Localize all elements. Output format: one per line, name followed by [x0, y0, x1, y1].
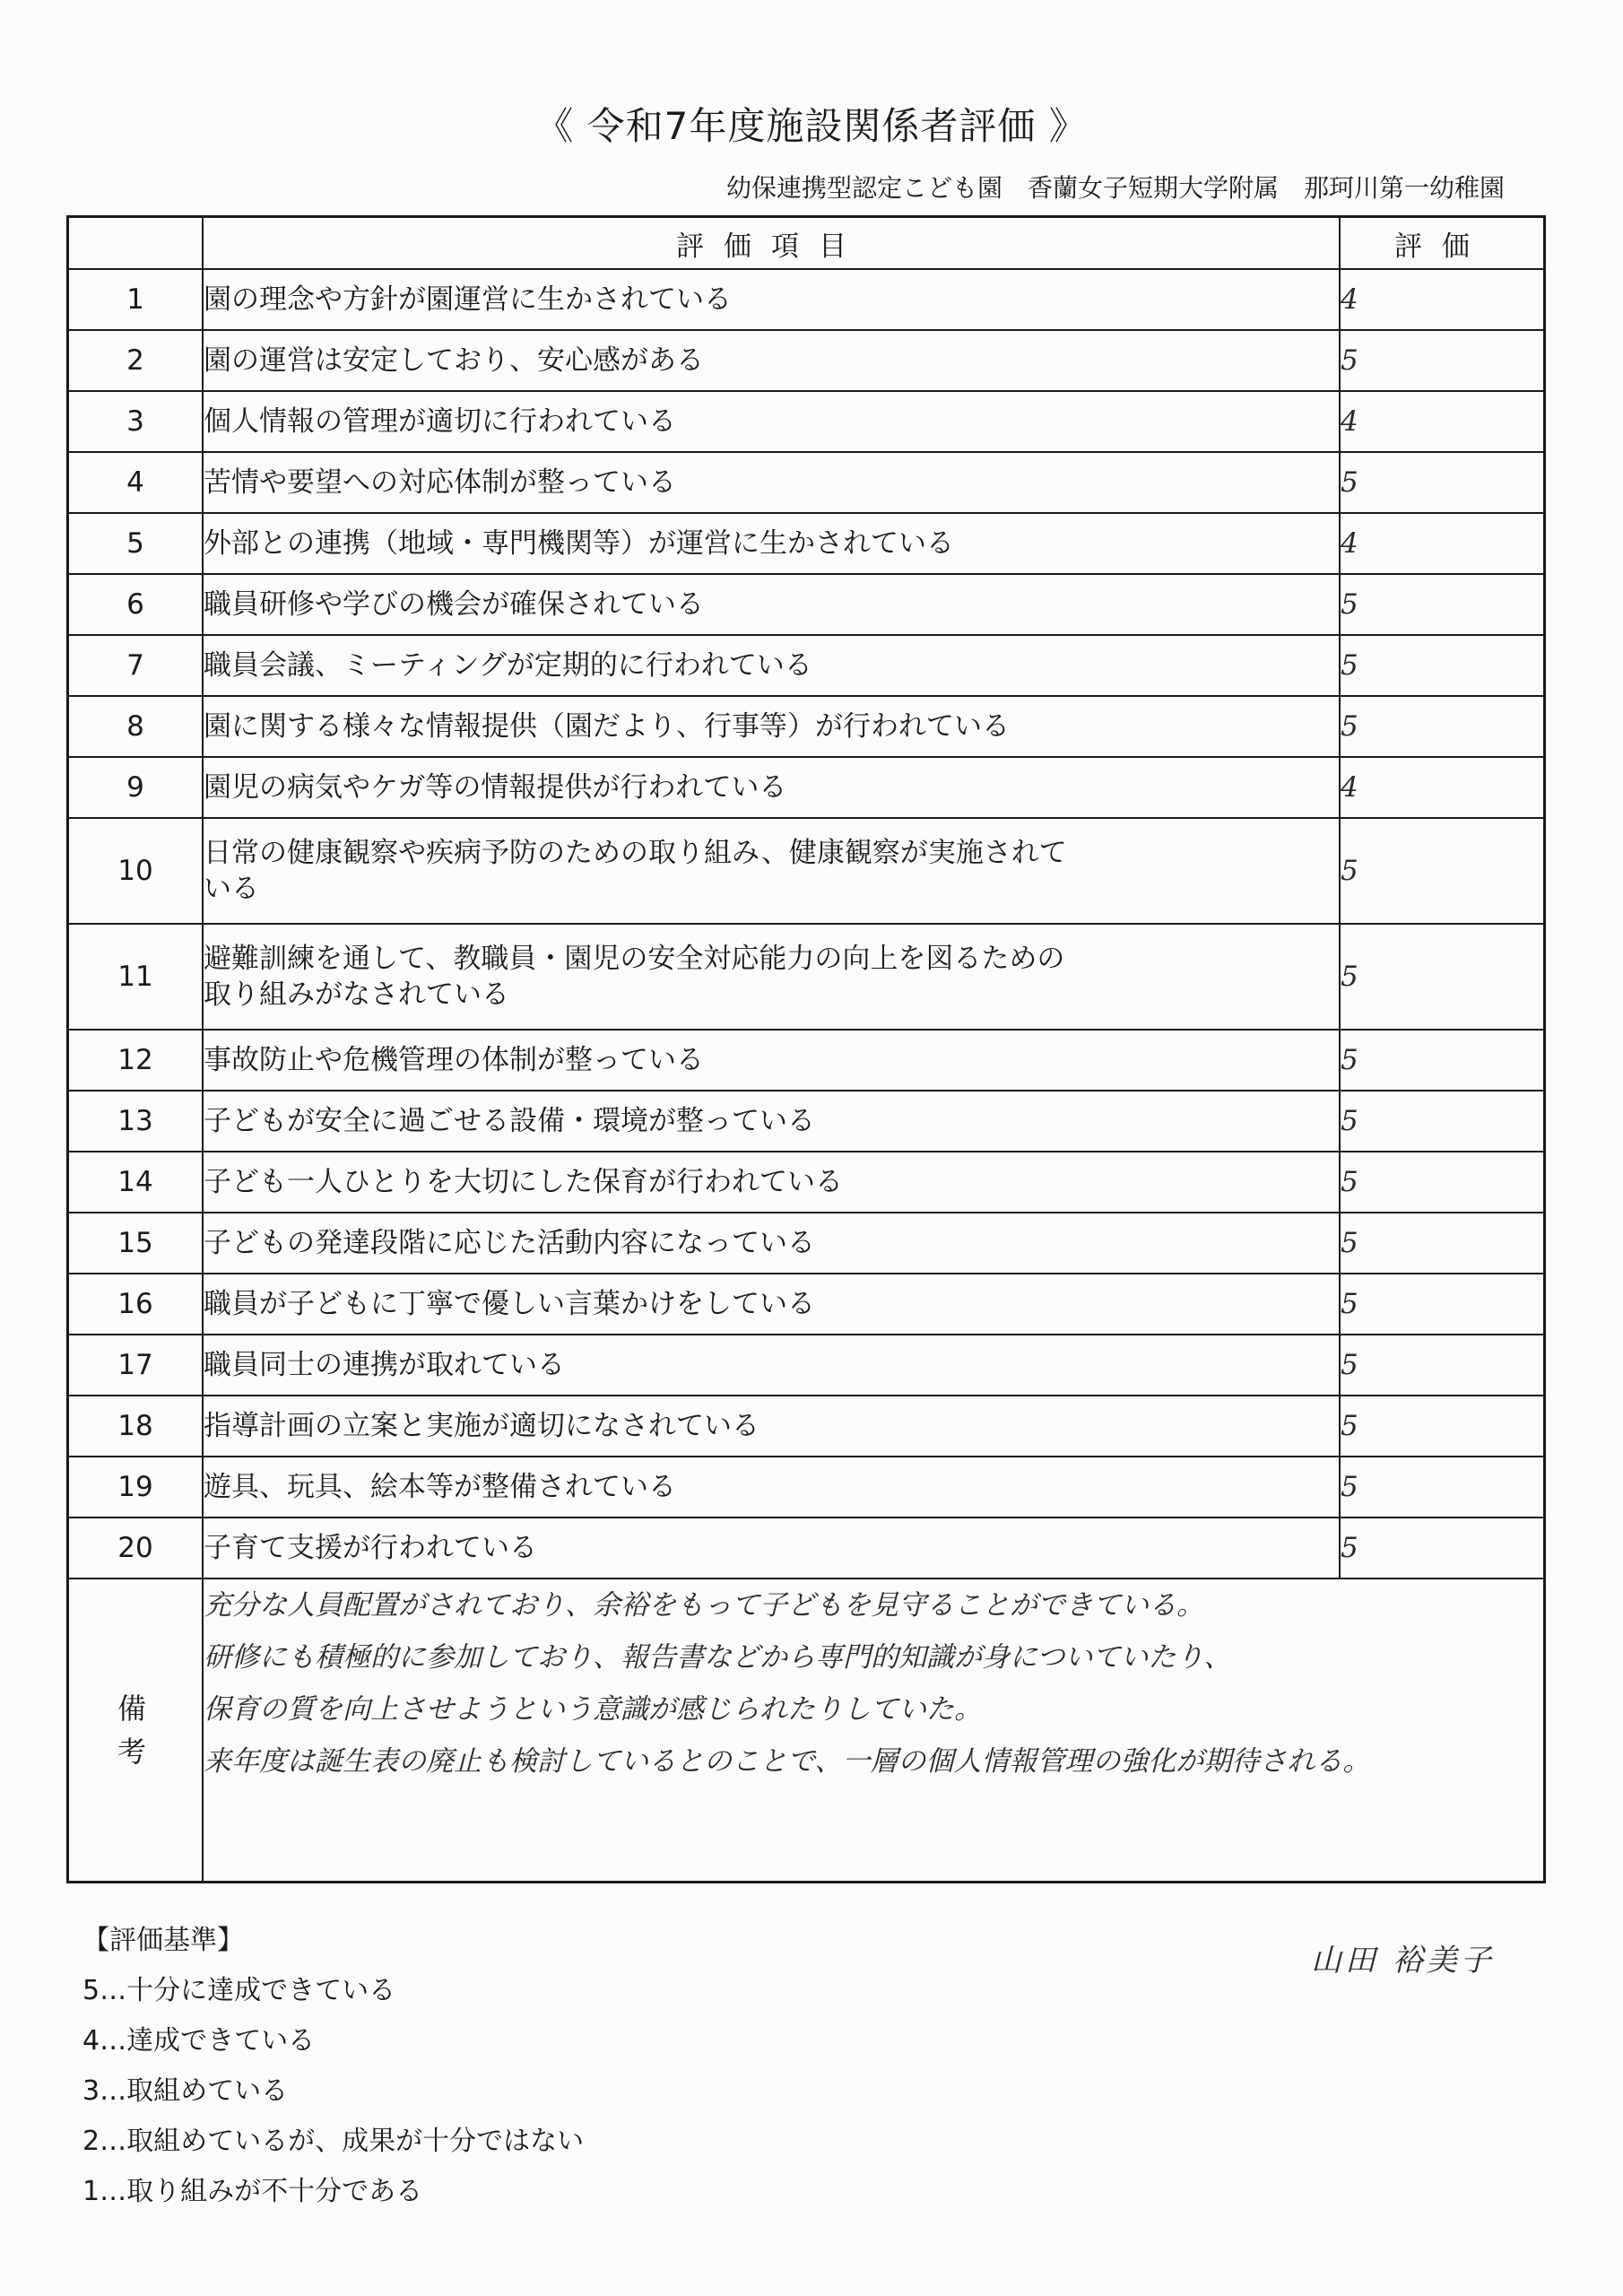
row-score: 5	[1340, 1091, 1545, 1152]
item-text: 園に関する様々な情報提供（園だより、行事等）が行われている	[204, 710, 1010, 743]
item-text: 園の運営は安定しており、安心感がある	[204, 344, 704, 377]
table-row	[68, 574, 1545, 635]
row-item	[203, 1091, 1340, 1152]
table-row	[68, 635, 1545, 696]
row-score: 5	[1340, 1213, 1545, 1274]
table-row	[68, 1152, 1545, 1213]
table-row	[68, 818, 1545, 924]
table-row	[68, 1274, 1545, 1335]
row-number: 4	[68, 452, 204, 513]
row-number: 11	[68, 924, 204, 1030]
row-score: 5	[1340, 1274, 1545, 1335]
row-score: 5	[1340, 1457, 1545, 1518]
criteria-item: 5…十分に達成できている	[82, 1975, 396, 2006]
item-text: 子どもが安全に過ごせる設備・環境が整っている	[204, 1105, 815, 1137]
row-item	[203, 635, 1340, 696]
row-number: 8	[68, 696, 204, 757]
document-title	[0, 97, 1623, 151]
item-text-continued: 取り組みがなされている	[204, 978, 509, 1011]
row-score: 5	[1340, 330, 1545, 391]
row-score: 5	[1340, 1396, 1545, 1457]
item-text: 職員が子どもに丁寧で優しい言葉かけをしている	[204, 1288, 815, 1320]
row-item	[203, 1274, 1340, 1335]
row-number: 14	[68, 1152, 204, 1213]
row-score: 5	[1340, 452, 1545, 513]
item-text: 外部との連携（地域・専門機関等）が運営に生かされている	[204, 527, 954, 560]
item-text: 子ども一人ひとりを大切にした保育が行われている	[204, 1166, 843, 1198]
row-item	[203, 818, 1340, 924]
row-item	[203, 269, 1340, 330]
row-number: 15	[68, 1213, 204, 1274]
row-score: 5	[1340, 818, 1545, 924]
row-item	[203, 924, 1340, 1030]
item-text: 子どもの発達段階に応じた活動内容になっている	[204, 1227, 815, 1259]
title-close-bracket: 》	[1048, 104, 1088, 148]
row-score: 5	[1340, 1030, 1545, 1091]
header-item: 評価項目	[203, 217, 1340, 270]
row-number: 10	[68, 818, 204, 924]
remarks-line: 充分な人員配置がされており、余裕をもって子どもを見守ることができている。	[204, 1589, 1204, 1622]
row-number: 1	[68, 269, 204, 330]
row-item	[203, 574, 1340, 635]
row-score: 4	[1340, 757, 1545, 818]
item-text: 避難訓練を通して、教職員・園児の安全対応能力の向上を図るための	[204, 943, 1065, 975]
remarks-line: 来年度は誕生表の廃止も検討しているとのことで、一層の個人情報管理の強化が期待される。	[204, 1745, 1371, 1778]
row-number: 12	[68, 1030, 204, 1091]
institution-name: 幼保連携型認定こども園 香蘭女子短期大学附属 那珂川第一幼稚園	[725, 173, 1505, 203]
item-text-continued: いる	[204, 873, 259, 905]
row-number: 19	[68, 1457, 204, 1518]
row-number: 6	[68, 574, 204, 635]
row-item	[203, 1030, 1340, 1091]
table-row	[68, 1396, 1545, 1457]
item-text: 事故防止や危機管理の体制が整っている	[204, 1044, 704, 1076]
row-item	[203, 513, 1340, 574]
table-row	[68, 269, 1545, 330]
remarks-text	[203, 1578, 1545, 1883]
row-number: 16	[68, 1274, 204, 1335]
item-text: 遊具、玩具、絵本等が整備されている	[204, 1471, 676, 1503]
item-text: 日常の健康観察や疾病予防のための取り組み、健康観察が実施されて	[204, 837, 1067, 869]
row-score: 5	[1340, 635, 1545, 696]
row-item	[203, 391, 1340, 452]
criteria-heading: 【評価基準】	[82, 1925, 244, 1956]
item-text: 指導計画の立案と実施が適切になされている	[204, 1410, 759, 1442]
table-row	[68, 1518, 1545, 1578]
row-score: 5	[1340, 924, 1545, 1030]
row-number: 9	[68, 757, 204, 818]
table-row	[68, 696, 1545, 757]
row-item	[203, 452, 1340, 513]
row-number: 7	[68, 635, 204, 696]
row-number: 3	[68, 391, 204, 452]
header-eval: 評価	[1340, 217, 1545, 270]
table-row	[68, 1030, 1545, 1091]
row-number: 17	[68, 1335, 204, 1396]
table-row	[68, 513, 1545, 574]
remarks-label: 備考	[68, 1578, 204, 1883]
criteria-item: 4…達成できている	[82, 2025, 316, 2057]
evaluation-criteria	[82, 1916, 584, 2217]
evaluator-signature: 山田 裕美子	[1311, 1943, 1495, 1979]
row-number: 5	[68, 513, 204, 574]
row-score: 5	[1340, 696, 1545, 757]
table-row	[68, 757, 1545, 818]
row-score: 5	[1340, 1335, 1545, 1396]
remarks-line: 保育の質を向上させようという意識が感じられたりしていた。	[204, 1693, 982, 1726]
item-text: 園児の病気やケガ等の情報提供が行われている	[204, 771, 787, 804]
evaluation-rows	[68, 269, 1545, 1578]
row-item	[203, 1457, 1340, 1518]
row-score: 4	[1340, 391, 1545, 452]
item-text: 子育て支援が行われている	[204, 1532, 537, 1564]
table-row	[68, 391, 1545, 452]
row-item	[203, 330, 1340, 391]
row-number: 2	[68, 330, 204, 391]
criteria-item: 1…取り組みが不十分である	[82, 2176, 423, 2207]
row-number: 18	[68, 1396, 204, 1457]
row-item	[203, 1213, 1340, 1274]
item-text: 苦情や要望への対応体制が整っている	[204, 466, 676, 499]
criteria-item: 3…取組めている	[82, 2075, 289, 2107]
table-row	[68, 1213, 1545, 1274]
row-number: 20	[68, 1518, 204, 1578]
table-row	[68, 1457, 1545, 1518]
row-score: 4	[1340, 513, 1545, 574]
table-row	[68, 452, 1545, 513]
table-row	[68, 1335, 1545, 1396]
row-score: 4	[1340, 269, 1545, 330]
row-score: 5	[1340, 1518, 1545, 1578]
title-open-bracket: 《	[535, 104, 575, 148]
table-row	[68, 330, 1545, 391]
item-text: 職員研修や学びの機会が確保されている	[204, 588, 704, 621]
remarks-line: 研修にも積極的に参加しており、報告書などから専門的知識が身についていたり、	[204, 1641, 1232, 1674]
table-row	[68, 1091, 1545, 1152]
evaluation-table	[66, 215, 1546, 1883]
row-item	[203, 1396, 1340, 1457]
item-text: 個人情報の管理が適切に行われている	[204, 405, 676, 438]
item-text: 職員会議、ミーティングが定期的に行われている	[204, 649, 812, 682]
criteria-item: 2…取組めているが、成果が十分ではない	[82, 2126, 585, 2157]
row-score: 5	[1340, 574, 1545, 635]
row-number: 13	[68, 1091, 204, 1152]
row-item	[203, 1152, 1340, 1213]
title-text: 令和7年度施設関係者評価	[586, 104, 1037, 148]
row-item	[203, 757, 1340, 818]
row-item	[203, 1518, 1340, 1578]
header-number-cell	[68, 217, 204, 270]
item-text: 職員同士の連携が取れている	[204, 1349, 565, 1381]
row-item	[203, 696, 1340, 757]
row-score: 5	[1340, 1152, 1545, 1213]
row-item	[203, 1335, 1340, 1396]
item-text: 園の理念や方針が園運営に生かされている	[204, 283, 732, 316]
table-row	[68, 924, 1545, 1030]
